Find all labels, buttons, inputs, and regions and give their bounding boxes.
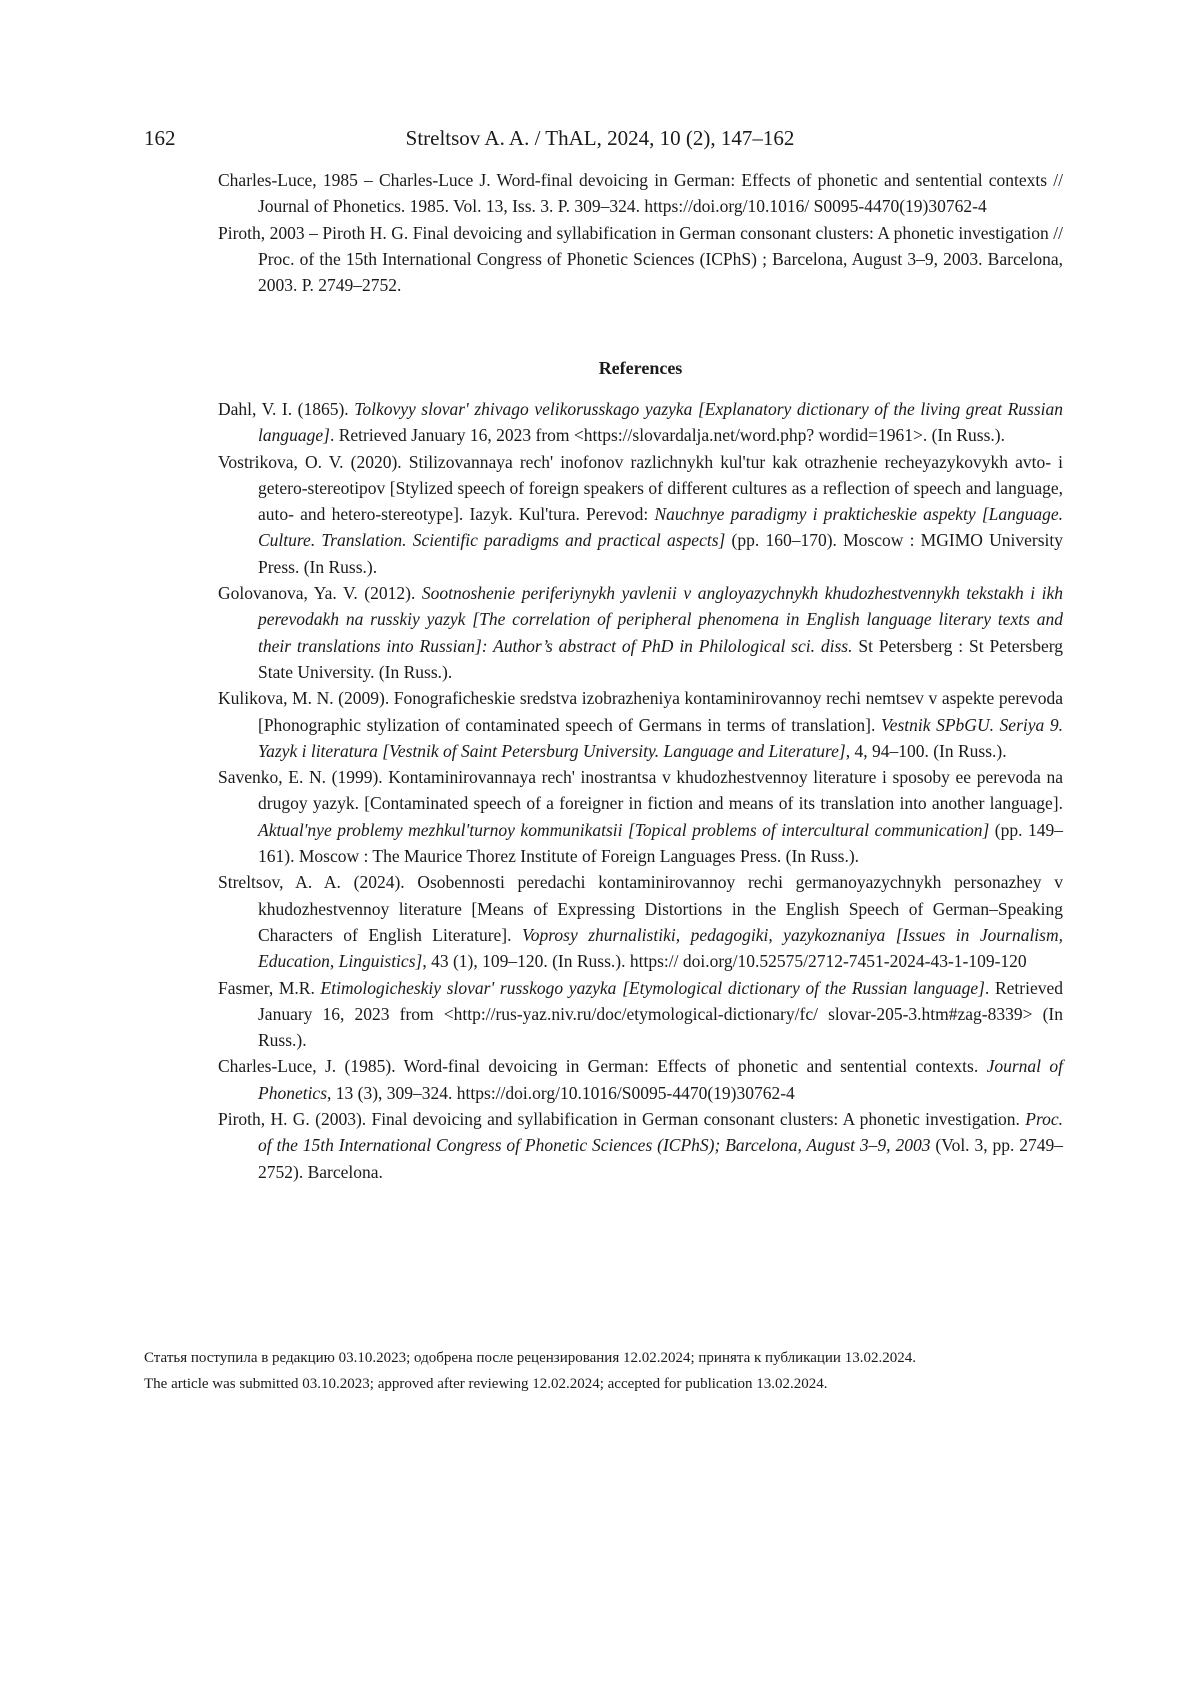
submission-note-en: The article was submitted 03.10.2023; approved after reviewing 12.02.2024; accepted for publication 13.02.2024. [144, 1376, 828, 1392]
source-text: Piroth H. G. Final devoicing and syllabification in German consonant clusters: A phonetic investigation // Proc. of the 15th International Congress of Phonetic Sciences (ICPhS) ; Barcelona, August 3–9, 2003. Barcelona, 2003. P. 2749–2752. [258, 222, 1063, 296]
reference-tail: , 43 (1), 109–120. (In Russ.). https:// doi.org/10.52575/2712-7451-2024-43-1-109-120 [422, 951, 1027, 972]
references-list [218, 396, 1063, 1185]
reference-entry [218, 580, 1063, 685]
reference-title: Vestnik SPbGU. Seriya 9. Yazyk i literatura [Vestnik of Saint Petersburg University. Language and Literature] [258, 714, 1063, 761]
reference-lead: Kulikova, M. N. (2009). Fonograficheskie sredstva izobrazheniya kontaminirovannoy rechi nemtsev v aspekte perevoda [Phonographic stylization of contaminated speech of Germans in terms of translation]. [218, 688, 1063, 735]
reference-lead: Streltsov, A. A. (2024). Osobennosti peredachi kontaminirovannoy rechi germanoyazychnykh personazhey v khudozhestvennoy literature [Means of Expressing Distortions in the English Speech of German–Speaking Characters of English Literature]. [218, 872, 1063, 945]
reference-entry [218, 449, 1063, 580]
reference-entry [218, 1106, 1063, 1185]
reference-tail: (Vol. 3, pp. 2749–2752). Barcelona. [258, 1135, 1064, 1182]
reference-title: Etimologicheskiy slovar' russkogo yazyka [Etymological dictionary of the Russian language] [320, 977, 985, 998]
reference-tail: . Retrieved January 16, 2023 from <https://slovardalja.net/word.php? wordid=1961>. (In Russ.). [329, 425, 1006, 446]
reference-entry [218, 764, 1063, 869]
reference-lead: Dahl, V. I. (1865). [218, 399, 355, 419]
reference-title: Proc. of the 15th International Congress of Phonetic Sciences (ICPhS); Barcelona, August 3–9, 2003 [258, 1109, 1063, 1156]
running-header: Streltsov A. A. / ThAL, 2024, 10 (2), 147–162 [405, 126, 795, 150]
submission-notes [144, 1345, 1084, 1397]
reference-entry [218, 975, 1063, 1054]
source-label: Piroth, 2003 – [218, 222, 323, 243]
reference-title: Nauchnye paradigmy i prakticheskie aspekty [Language. Culture. Translation. Scientific paradigms and practical aspects] [258, 504, 1064, 551]
submission-note-ru: Статья поступила в редакцию 03.10.2023; одобрена после рецензирования 12.02.2024; принята к публикации 13.02.2024. [144, 1350, 916, 1366]
reference-title: Sootnoshenie periferiynykh yavlenii v angloyazychnykh khudozhestvennykh tekstakh i ikh perevodakh na russkiy yazyk [The correlation of peripheral phenomena in English language literary texts and their translations into Russian]: Author’s abstract of PhD in Philological sci. diss. [258, 583, 1063, 656]
reference-entry [218, 869, 1063, 974]
sources-list-tail [218, 167, 1063, 298]
reference-lead: Golovanova, Ya. V. (2012). [218, 583, 422, 604]
reference-entry [218, 1053, 1063, 1106]
references-heading: References [598, 358, 683, 378]
reference-title: Journal of Phonetics [258, 1056, 1063, 1103]
reference-title: Voprosy zhurnalistiki, pedagogiki, yazykoznaniya [Issues in Journalism, Education, Linguistics] [258, 924, 1063, 972]
reference-lead: Fasmer, M.R. [218, 977, 321, 998]
reference-tail: St Petersberg : St Petersberg State University. (In Russ.). [258, 635, 1063, 682]
reference-tail: , 4, 94–100. (In Russ.). [845, 740, 1007, 761]
reference-tail: , 13 (3), 309–324. https://doi.org/10.1016/S0095-4470(19)30762-4 [327, 1082, 795, 1103]
reference-title: Tolkovyy slovar' zhivago velikorusskago yazyka [Explanatory dictionary of the living great Russian language] [258, 399, 1063, 446]
source-text: Charles-Luce J. Word-final devoicing in German: Effects of phonetic and sentential contexts // Journal of Phonetics. 1985. Vol. 13, Iss. 3. P. 309–324. https://doi.org/10.1016/ S0095-4470(19)30762-4 [258, 170, 1063, 217]
reference-tail: (pp. 160–170). Moscow : MGIMO University Press. (In Russ.). [258, 530, 1063, 577]
reference-lead: Piroth, H. G. (2003). Final devoicing and syllabification in German consonant clusters: A phonetic investigation. [218, 1109, 1026, 1130]
reference-tail: (pp. 149–161). Moscow : The Maurice Thorez Institute of Foreign Languages Press. (In Russ.). [258, 819, 1063, 867]
source-label: Charles-Luce, 1985 – [218, 170, 379, 190]
reference-lead: Charles-Luce, J. (1985). Word-final devoicing in German: Effects of phonetic and sentential contexts. [218, 1056, 987, 1077]
reference-lead: Vostrikova, O. V. (2020). Stilizovannaya rech' inofonov razlichnykh kul'tur kak otrazhenie recheyazykovykh avto- i getero-stereotipov [Stylized speech of foreign speakers of different cultures as a reflection of speech and language, auto- and hetero-stereotype]. Iazyk. Kul'tura. Perevod: [218, 451, 1063, 525]
reference-entry [218, 396, 1063, 449]
reference-entry [218, 685, 1063, 764]
source-entry [218, 220, 1063, 299]
reference-tail: . Retrieved January 16, 2023 from <http://rus-yaz.niv.ru/doc/etymological-dictionary/fc/ slovar-205-3.htm#zag-8339> (In Russ.). [258, 977, 1063, 1051]
source-entry [218, 167, 1063, 220]
page-number: 162 [144, 126, 176, 150]
reference-lead: Savenko, E. N. (1999). Kontaminirovannaya rech' inostrantsa v khudozhestvennoy literature i sposoby ee perevoda na drugoy yazyk. [Contaminated speech of a foreigner in fiction and means of its translation into another language]. [218, 767, 1063, 814]
reference-title: Aktual'nye problemy mezhkul'turnoy kommunikatsii [Topical problems of intercultural communication] [258, 819, 990, 840]
